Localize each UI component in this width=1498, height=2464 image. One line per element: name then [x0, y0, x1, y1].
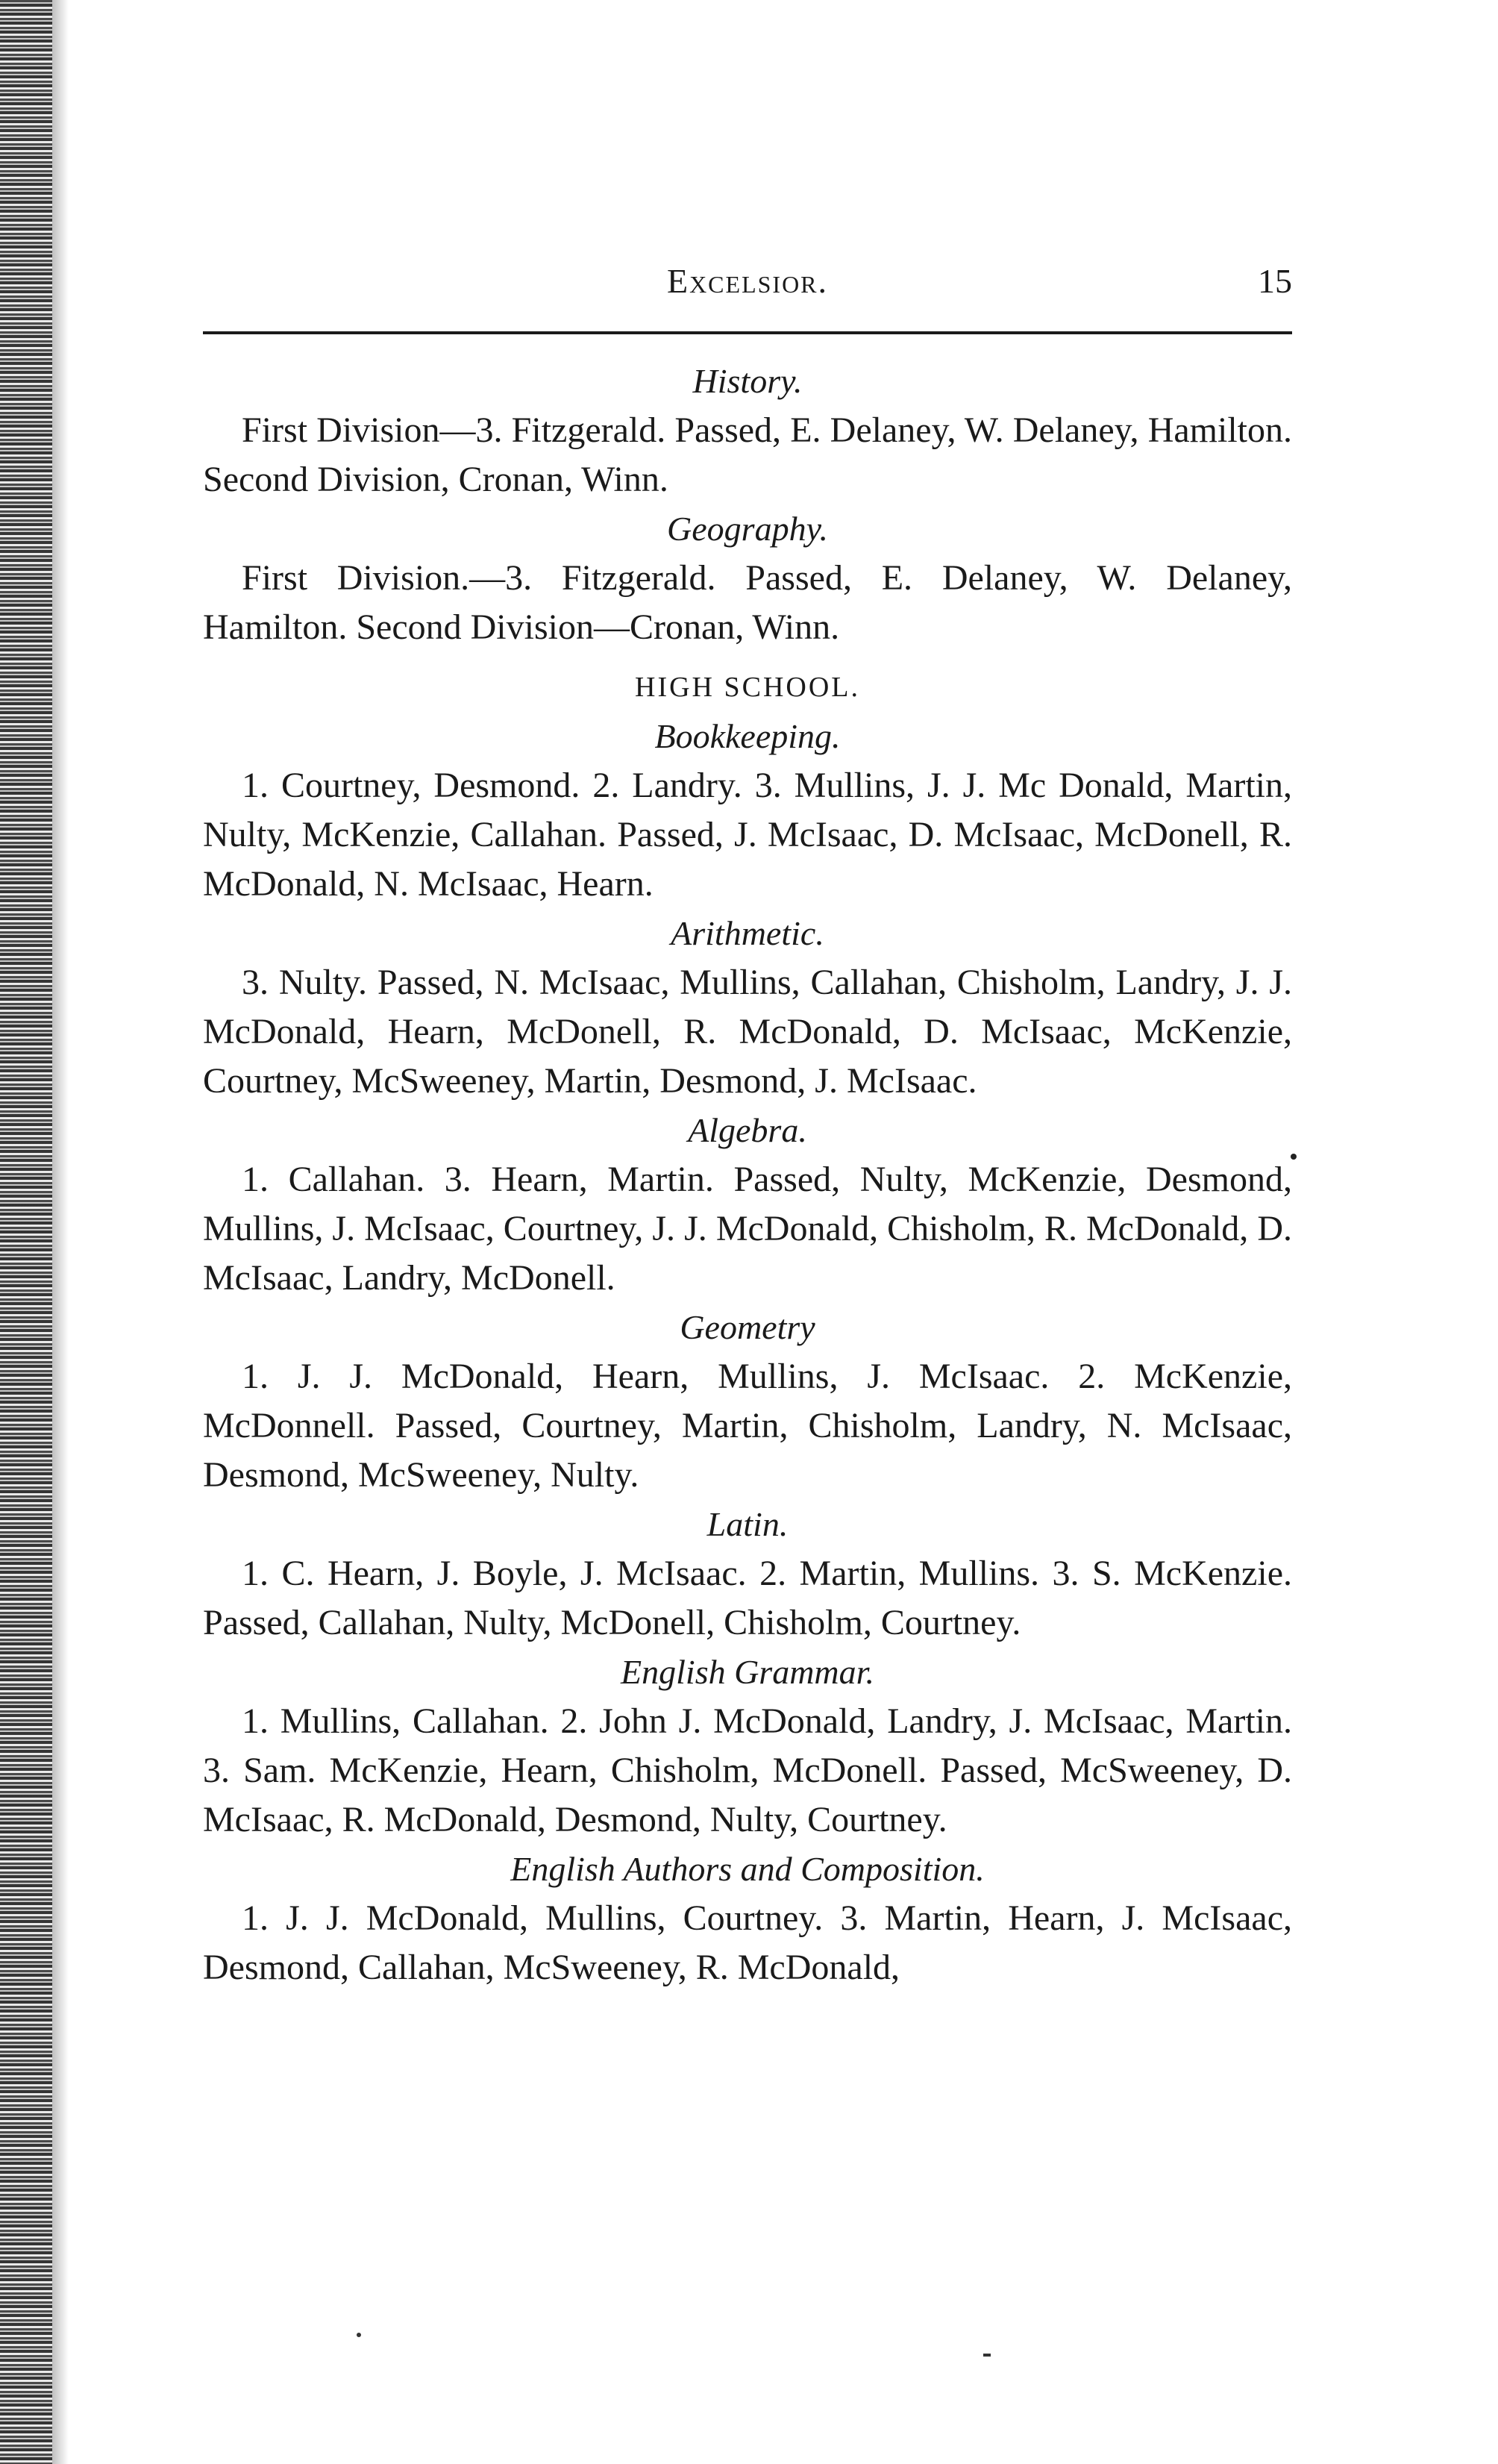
- subject-heading: English Authors and Composition.: [510, 1850, 985, 1888]
- section-english-grammar: [203, 1648, 1292, 1845]
- subject-heading: Latin.: [706, 1505, 789, 1543]
- section-geography: [203, 504, 1292, 652]
- section-english-authors: [203, 1845, 1292, 1992]
- subject-results: 1. Courtney, Desmond. 2. Landry. 3. Mullins, J. J. Mc Donald, Martin, Nulty, McKenzie, Callahan. Passed, J. McIsaac, D. McIsaac, McDonell, R. McDonald, N. McIsaac, Hearn.: [203, 766, 1292, 904]
- subject-results: 3. Nulty. Passed, N. McIsaac, Mullins, Callahan, Chisholm, Landry, J. J. McDonald, Hearn, McDonell, R. McDonald, D. McIsaac, McKenzie, Courtney, McSweeney, Martin, Desmond, J. McIsaac.: [203, 963, 1292, 1101]
- book-page: [203, 261, 1292, 1992]
- binding-shadow: [52, 0, 69, 2464]
- subject-heading: Arithmetic.: [671, 914, 824, 952]
- section-latin: [203, 1500, 1292, 1648]
- subject-results: 1. Callahan. 3. Hearn, Martin. Passed, Nulty, McKenzie, Desmond, Mullins, J. McIsaac, Courtney, J. J. McDonald, Chisholm, R. McDonald, D. McIsaac, Landry, McDonell.: [203, 1160, 1292, 1298]
- subject-results: First Division—3. Fitzgerald. Passed, E. Delaney, W. Delaney, Hamilton. Second Division, Cronan, Winn.: [203, 410, 1292, 499]
- subject-results: 1. C. Hearn, J. Boyle, J. McIsaac. 2. Martin, Mullins. 3. S. McKenzie. Passed, Callahan, Nulty, McDonell, Chisholm, Courtney.: [203, 1554, 1292, 1642]
- scanned-binding-edge: [0, 0, 52, 2464]
- page-number: 15: [1258, 262, 1292, 300]
- section-history: [203, 357, 1292, 504]
- page-header: [203, 261, 1292, 321]
- subject-results: 1. J. J. McDonald, Mullins, Courtney. 3. Martin, Hearn, J. McIsaac, Desmond, Callahan, McSweeney, R. McDonald,: [203, 1898, 1292, 1987]
- subject-results: 1. J. J. McDonald, Hearn, Mullins, J. McIsaac. 2. McKenzie, McDonnell. Passed, Courtney, Martin, Chisholm, Landry, N. McIsaac, Desmond, McSweeney, Nulty.: [203, 1357, 1292, 1495]
- subject-heading: Bookkeeping.: [654, 717, 841, 755]
- header-rule: [203, 331, 1292, 334]
- subject-results: 1. Mullins, Callahan. 2. John J. McDonald, Landry, J. McIsaac, Martin. 3. Sam. McKenzie, Hearn, Chisholm, McDonell. Passed, McSweeney, D. McIsaac, R. McDonald, Desmond, Nulty, Courtney.: [203, 1701, 1292, 1839]
- section-bookkeeping: [203, 663, 1292, 909]
- running-title: Excelsior.: [666, 262, 829, 300]
- subject-heading: Algebra.: [688, 1111, 807, 1149]
- page-speck: [357, 2333, 361, 2337]
- margin-speck: [1291, 1154, 1297, 1160]
- school-section-heading: HIGH SCHOOL.: [635, 672, 860, 703]
- section-geometry: [203, 1303, 1292, 1500]
- page-speck: [983, 2354, 991, 2357]
- section-arithmetic: [203, 909, 1292, 1106]
- subject-heading: History.: [692, 362, 803, 400]
- subject-heading: Geography.: [667, 510, 828, 548]
- subject-heading: Geometry: [680, 1308, 815, 1346]
- subject-heading: English Grammar.: [621, 1653, 874, 1691]
- section-algebra: [203, 1106, 1292, 1303]
- subject-results: First Division.—3. Fitzgerald. Passed, E. Delaney, W. Delaney, Hamilton. Second Division—Cronan, Winn.: [203, 558, 1292, 647]
